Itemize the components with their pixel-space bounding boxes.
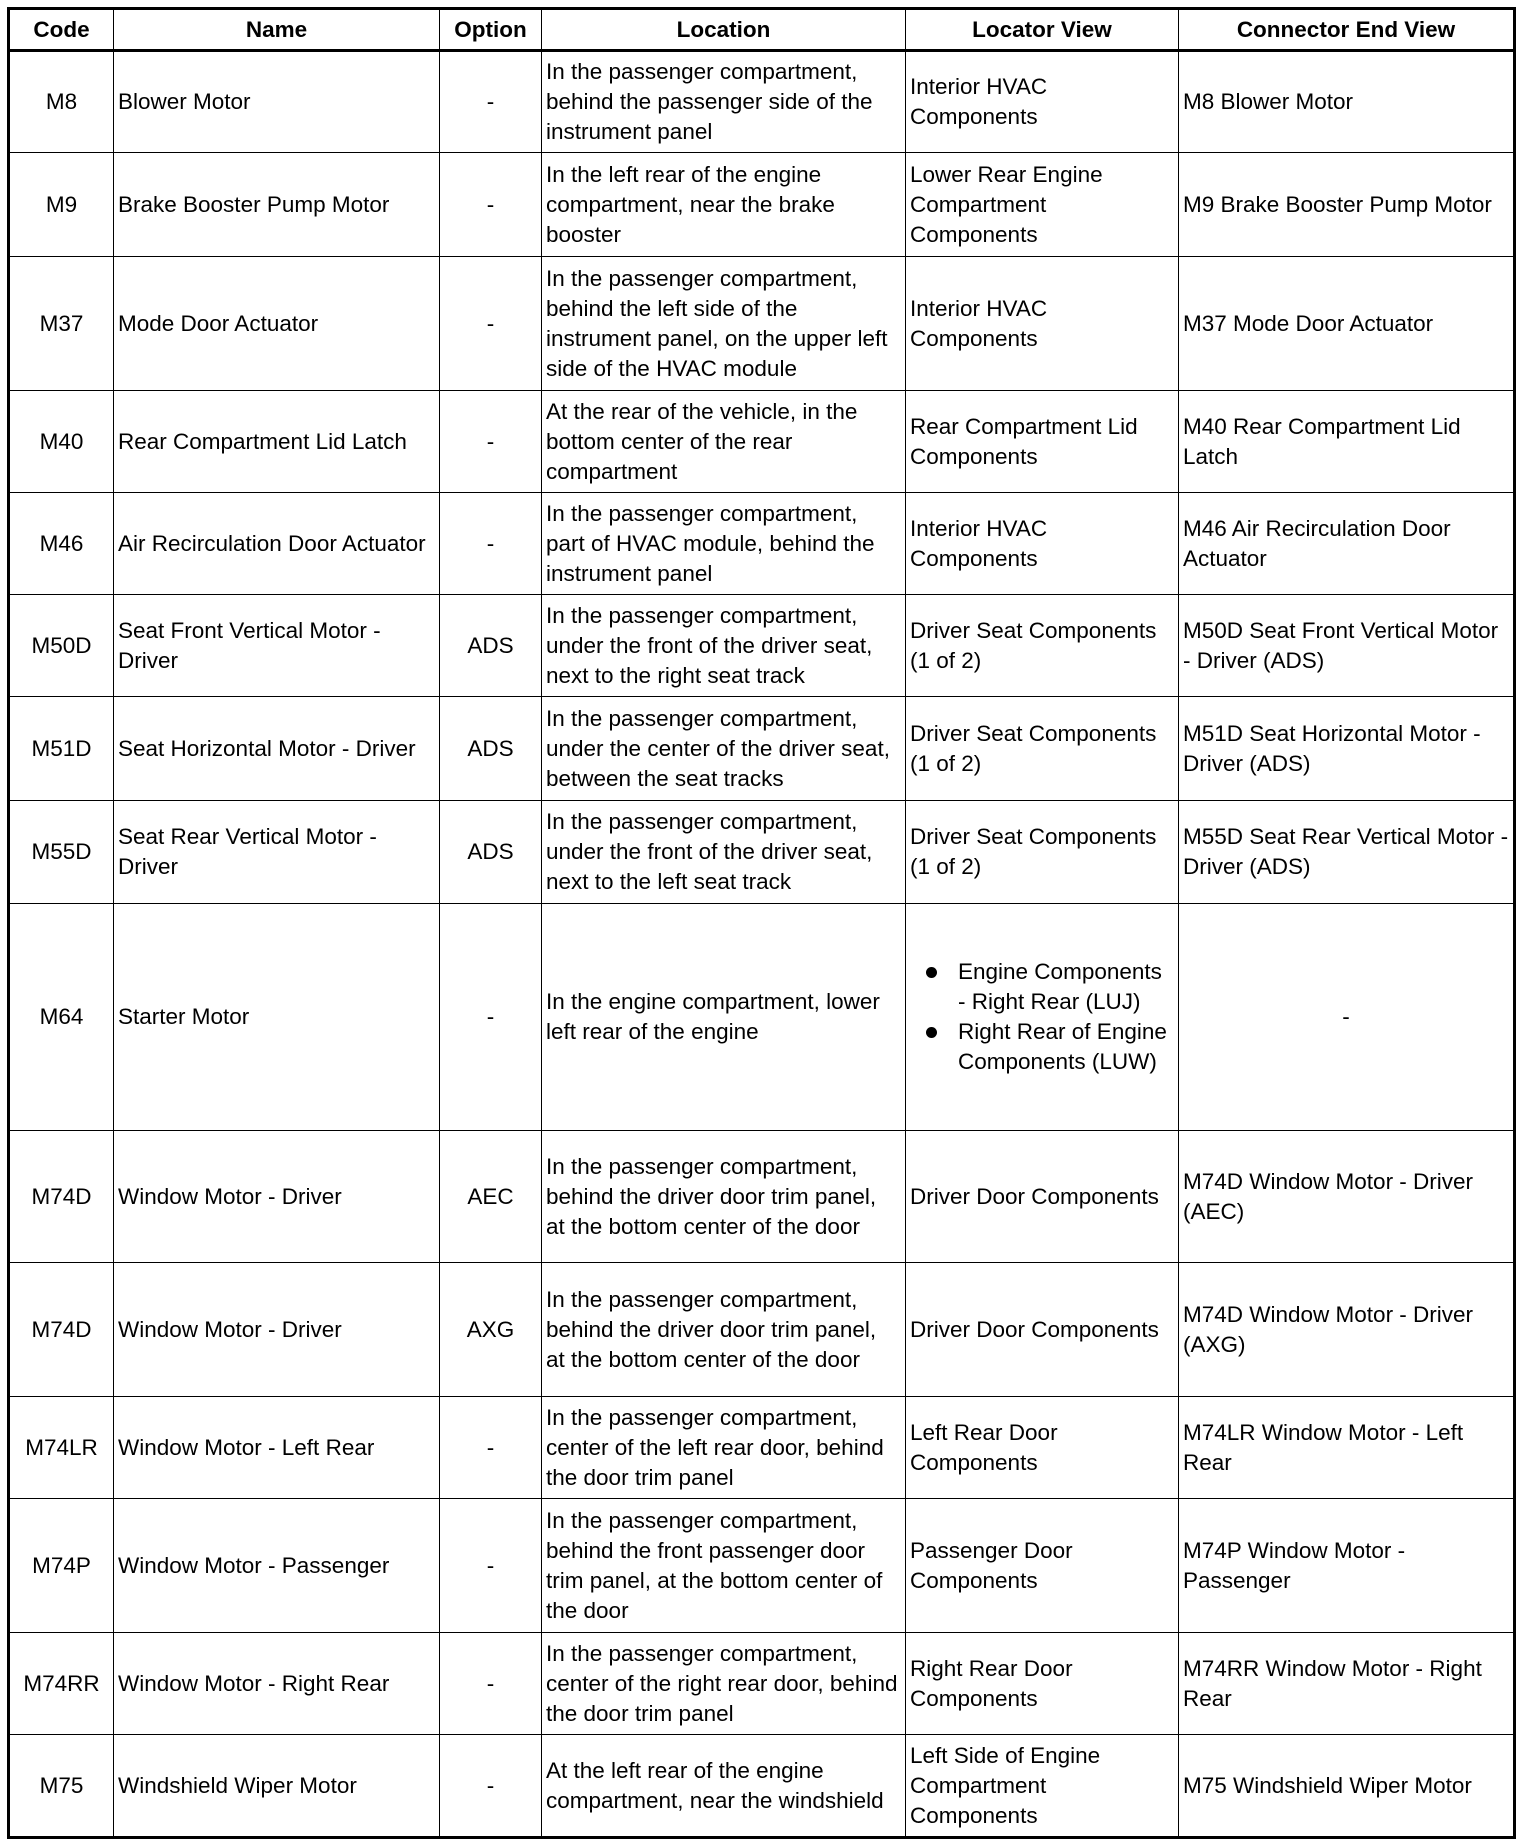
table-row bbox=[9, 595, 1515, 697]
cell-locator-view: Driver Seat Components (1 of 2) bbox=[906, 697, 1179, 801]
header-option: Option bbox=[440, 9, 542, 51]
cell-option: - bbox=[440, 153, 542, 257]
header-code: Code bbox=[9, 9, 114, 51]
cell-connector-end-view: M74P Window Motor - Passenger bbox=[1179, 1499, 1515, 1633]
cell-code: M64 bbox=[9, 904, 114, 1131]
cell-code: M74D bbox=[9, 1131, 114, 1263]
cell-connector-end-view: M74D Window Motor - Driver (AXG) bbox=[1179, 1263, 1515, 1397]
table-row bbox=[9, 257, 1515, 391]
table-row bbox=[9, 1397, 1515, 1499]
cell-code: M37 bbox=[9, 257, 114, 391]
cell-code: M40 bbox=[9, 391, 114, 493]
table-row bbox=[9, 51, 1515, 153]
cell-option: - bbox=[440, 1499, 542, 1633]
table-row bbox=[9, 493, 1515, 595]
header-location: Location bbox=[542, 9, 906, 51]
component-locator-table bbox=[7, 7, 1516, 1839]
cell-connector-end-view: - bbox=[1179, 904, 1515, 1131]
cell-location: In the passenger compartment, under the front of the driver seat, next to the left seat track bbox=[542, 801, 906, 904]
cell-locator-view: Driver Door Components bbox=[906, 1131, 1179, 1263]
table-row bbox=[9, 391, 1515, 493]
cell-code: M55D bbox=[9, 801, 114, 904]
cell-connector-end-view: M51D Seat Horizontal Motor - Driver (ADS) bbox=[1179, 697, 1515, 801]
table-row bbox=[9, 1263, 1515, 1397]
cell-name: Window Motor - Right Rear bbox=[114, 1633, 440, 1735]
cell-locator-view: Driver Door Components bbox=[906, 1263, 1179, 1397]
cell-name: Window Motor - Passenger bbox=[114, 1499, 440, 1633]
cell-location: At the rear of the vehicle, in the bottom center of the rear compartment bbox=[542, 391, 906, 493]
cell-locator-view: Driver Seat Components (1 of 2) bbox=[906, 801, 1179, 904]
cell-location: In the passenger compartment, under the center of the driver seat, between the seat tracks bbox=[542, 697, 906, 801]
cell-option: - bbox=[440, 1397, 542, 1499]
cell-connector-end-view: M74RR Window Motor - Right Rear bbox=[1179, 1633, 1515, 1735]
cell-name: Blower Motor bbox=[114, 51, 440, 153]
header-row bbox=[9, 9, 1515, 51]
cell-option: - bbox=[440, 391, 542, 493]
cell-location: In the passenger compartment, part of HVAC module, behind the instrument panel bbox=[542, 493, 906, 595]
cell-connector-end-view: M75 Windshield Wiper Motor bbox=[1179, 1735, 1515, 1838]
cell-connector-end-view: M9 Brake Booster Pump Motor bbox=[1179, 153, 1515, 257]
cell-connector-end-view: M74LR Window Motor - Left Rear bbox=[1179, 1397, 1515, 1499]
table-row bbox=[9, 153, 1515, 257]
cell-option: - bbox=[440, 51, 542, 153]
cell-name: Window Motor - Left Rear bbox=[114, 1397, 440, 1499]
table-row bbox=[9, 801, 1515, 904]
cell-location: At the left rear of the engine compartment, near the windshield bbox=[542, 1735, 906, 1838]
cell-location: In the passenger compartment, behind the passenger side of the instrument panel bbox=[542, 51, 906, 153]
cell-name: Brake Booster Pump Motor bbox=[114, 153, 440, 257]
cell-code: M74P bbox=[9, 1499, 114, 1633]
cell-option: AEC bbox=[440, 1131, 542, 1263]
cell-code: M50D bbox=[9, 595, 114, 697]
cell-locator-view: Driver Seat Components (1 of 2) bbox=[906, 595, 1179, 697]
cell-option: ADS bbox=[440, 697, 542, 801]
cell-locator-view: Right Rear Door Components bbox=[906, 1633, 1179, 1735]
cell-locator-view: Lower Rear Engine Compartment Components bbox=[906, 153, 1179, 257]
table-row bbox=[9, 697, 1515, 801]
cell-location: In the passenger compartment, center of the right rear door, behind the door trim panel bbox=[542, 1633, 906, 1735]
cell-name: Windshield Wiper Motor bbox=[114, 1735, 440, 1838]
cell-code: M46 bbox=[9, 493, 114, 595]
cell-connector-end-view: M74D Window Motor - Driver (AEC) bbox=[1179, 1131, 1515, 1263]
cell-name: Air Recirculation Door Actuator bbox=[114, 493, 440, 595]
table-row bbox=[9, 1735, 1515, 1838]
table-row bbox=[9, 1633, 1515, 1735]
cell-name: Mode Door Actuator bbox=[114, 257, 440, 391]
cell-connector-end-view: M8 Blower Motor bbox=[1179, 51, 1515, 153]
table-row bbox=[9, 904, 1515, 1131]
cell-name: Rear Compartment Lid Latch bbox=[114, 391, 440, 493]
cell-code: M74RR bbox=[9, 1633, 114, 1735]
cell-locator-view: Rear Compartment Lid Components bbox=[906, 391, 1179, 493]
locator-list bbox=[910, 957, 1174, 1077]
cell-code: M75 bbox=[9, 1735, 114, 1838]
cell-code: M74LR bbox=[9, 1397, 114, 1499]
cell-connector-end-view: M55D Seat Rear Vertical Motor - Driver (ADS) bbox=[1179, 801, 1515, 904]
cell-option: - bbox=[440, 1735, 542, 1838]
cell-name: Window Motor - Driver bbox=[114, 1131, 440, 1263]
cell-option: ADS bbox=[440, 595, 542, 697]
cell-name: Seat Front Vertical Motor - Driver bbox=[114, 595, 440, 697]
cell-location: In the passenger compartment, behind the left side of the instrument panel, on the upper left side of the HVAC module bbox=[542, 257, 906, 391]
cell-code: M51D bbox=[9, 697, 114, 801]
cell-locator-view: Interior HVAC Components bbox=[906, 257, 1179, 391]
locator-list-item: Right Rear of Engine Components (LUW) bbox=[958, 1017, 1174, 1077]
cell-locator-view: Interior HVAC Components bbox=[906, 51, 1179, 153]
table-row bbox=[9, 1499, 1515, 1633]
cell-locator-view: Left Side of Engine Compartment Components bbox=[906, 1735, 1179, 1838]
cell-option: - bbox=[440, 257, 542, 391]
header-connector-end-view: Connector End View bbox=[1179, 9, 1515, 51]
cell-location: In the passenger compartment, center of the left rear door, behind the door trim panel bbox=[542, 1397, 906, 1499]
cell-locator-view: Left Rear Door Components bbox=[906, 1397, 1179, 1499]
cell-connector-end-view: M40 Rear Compartment Lid Latch bbox=[1179, 391, 1515, 493]
cell-location: In the engine compartment, lower left rear of the engine bbox=[542, 904, 906, 1131]
cell-code: M8 bbox=[9, 51, 114, 153]
cell-connector-end-view: M46 Air Recirculation Door Actuator bbox=[1179, 493, 1515, 595]
cell-name: Window Motor - Driver bbox=[114, 1263, 440, 1397]
cell-location: In the passenger compartment, behind the front passenger door trim panel, at the bottom center of the door bbox=[542, 1499, 906, 1633]
cell-locator-view: Interior HVAC Components bbox=[906, 493, 1179, 595]
cell-code: M9 bbox=[9, 153, 114, 257]
cell-code: M74D bbox=[9, 1263, 114, 1397]
cell-locator-view bbox=[906, 904, 1179, 1131]
header-name: Name bbox=[114, 9, 440, 51]
cell-name: Seat Horizontal Motor - Driver bbox=[114, 697, 440, 801]
cell-connector-end-view: M37 Mode Door Actuator bbox=[1179, 257, 1515, 391]
cell-location: In the passenger compartment, under the front of the driver seat, next to the right seat track bbox=[542, 595, 906, 697]
cell-locator-view: Passenger Door Components bbox=[906, 1499, 1179, 1633]
cell-option: - bbox=[440, 493, 542, 595]
cell-connector-end-view: M50D Seat Front Vertical Motor - Driver (ADS) bbox=[1179, 595, 1515, 697]
cell-location: In the left rear of the engine compartment, near the brake booster bbox=[542, 153, 906, 257]
locator-list-item: Engine Components - Right Rear (LUJ) bbox=[958, 957, 1174, 1017]
cell-option: AXG bbox=[440, 1263, 542, 1397]
cell-name: Seat Rear Vertical Motor - Driver bbox=[114, 801, 440, 904]
table-row bbox=[9, 1131, 1515, 1263]
cell-location: In the passenger compartment, behind the driver door trim panel, at the bottom center of the door bbox=[542, 1131, 906, 1263]
cell-option: ADS bbox=[440, 801, 542, 904]
cell-location: In the passenger compartment, behind the driver door trim panel, at the bottom center of the door bbox=[542, 1263, 906, 1397]
header-locator-view: Locator View bbox=[906, 9, 1179, 51]
cell-option: - bbox=[440, 904, 542, 1131]
cell-option: - bbox=[440, 1633, 542, 1735]
cell-name: Starter Motor bbox=[114, 904, 440, 1131]
